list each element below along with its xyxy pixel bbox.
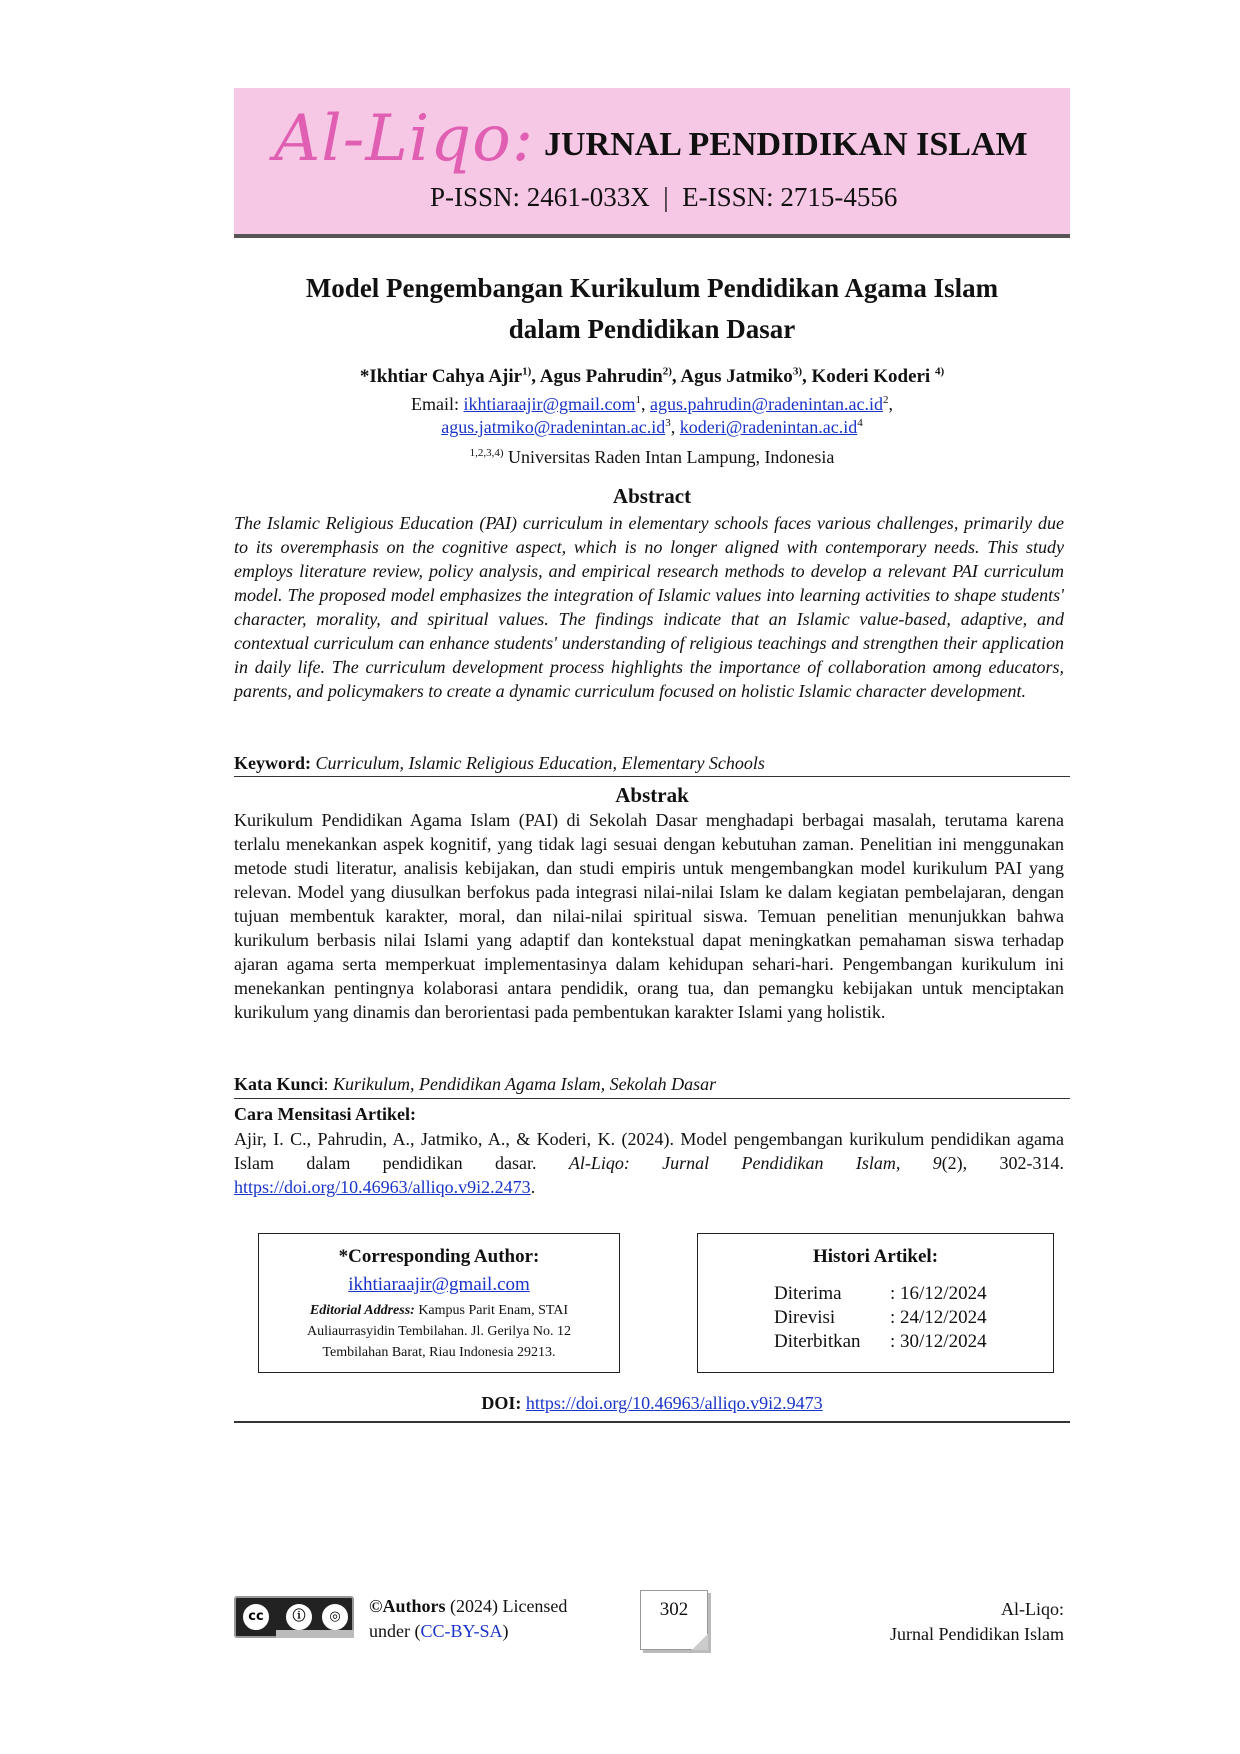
history-table [774,1282,987,1354]
history-value: : 24/12/2024 [890,1307,987,1328]
section-divider [234,776,1070,777]
history-row [774,1282,987,1306]
history-label: Diterima [774,1283,842,1304]
history-label: Direvisi [774,1307,836,1328]
article-history-box [697,1233,1054,1373]
affiliation-sup: 1,2,3,4) [469,447,504,459]
sa-icon: ◎ [320,1602,350,1632]
license-text [369,1594,567,1644]
corresponding-author-box [258,1233,620,1373]
footer-journal-line-2: Jurnal Pendidikan Islam [890,1624,1064,1644]
citation-main: Ajir, I. C., Pahrudin, A., Jatmiko, A., & Koderi, K. (2024). Model pengembangan kurikulum pendidikan agama Islam dalam pendidikan dasar. [234,1129,1064,1173]
citation-doi-link[interactable]: https://doi.org/10.46963/alliqo.v9i2.2473 [234,1177,531,1197]
abstrak-text: Kurikulum Pendidikan Agama Islam (PAI) di Sekolah Dasar menghadapi berbagai masalah, terutama karena terlalu menekankan aspek kognitif, yang tidak lagi sesuai dengan kebutuhan zaman. Penelitian ini menggunakan metode studi literatur, analisis kebijakan, dan studi empiris untuk mengembangkan model kurikulum PAI yang relevan. Model yang diusulkan berfokus pada integrasi nilai-nilai Islam ke dalam kegiatan pembelajaran, dengan tujuan membentuk karakter, moral, dan nilai-nilai spiritual siswa. Temuan penelitian menunjukkan bahwa kurikulum berbasis nilai Islami yang adaptif dan kontekstual dapat meningkatkan pemahaman siswa terhadap ajaran agama serta memperkuat implementasinya dalam kehidupan sehari-hari. Pengembangan kurikulum ini menekankan pentingnya kolaborasi antara pendidik, orang tua, dan pemangku kebijakan untuk menciptakan kurikulum yang dinamis dan berorientasi pada pembentukan karakter Islami yang holistik. [234,810,1064,1022]
section-divider [234,1098,1070,1099]
email-link-2[interactable]: agus.pahrudin@radenintan.ac.id [650,394,884,414]
email-link-4[interactable]: koderi@radenintan.ac.id [679,417,858,437]
license-link[interactable]: CC-BY-SA [420,1621,503,1641]
history-label: Diterbitkan [774,1331,861,1352]
email-link-3[interactable]: agus.jatmiko@radenintan.ac.id [441,417,666,437]
license-copyright: ©Authors [369,1596,446,1616]
abstract-keywords [234,751,1070,775]
footer-journal [840,1597,1064,1647]
affiliation [234,447,1070,468]
license-end: ) [502,1621,509,1641]
citation-heading: Cara Mensitasi Artikel: [234,1104,416,1124]
doi-divider [234,1421,1070,1423]
title-line-2: dalam Pendidikan Dasar [508,314,796,344]
page-number-value: 302 [659,1599,689,1620]
badge-label-strip [276,1630,354,1638]
email-sup: 2 [883,394,889,406]
email-label: Email: [410,394,464,414]
cc-icon: cc [241,1602,271,1632]
author-emails: Email: ikhtiaraajir@gmail.com$^1$, $agus.pahrudin@radenintan.ac.id^2$, $agus.jatmiko@radenintan.ac.id^3$, $koderi@radenintan.ac.id^4$ [410,394,894,437]
kata-kunci-sep: : [323,1074,334,1094]
citation-text [234,1127,1064,1199]
abstrak-heading: Abstrak [615,783,689,807]
email-sup: 1 [635,394,642,406]
journal-header [234,88,1070,238]
history-row [774,1306,987,1330]
email-link-1[interactable]: ikhtiaraajir@gmail.com [463,394,636,414]
license-under: under ( [369,1621,421,1641]
author-sup: 2) [662,365,672,378]
doi-link[interactable]: https://doi.org/10.46963/alliqo.v9i2.9473 [525,1393,823,1413]
author-sup: 3) [792,365,802,378]
email-sup: 3 [665,417,671,429]
article-doi [234,1393,1070,1414]
email-sup: 4 [857,417,863,429]
citation-end: . [530,1177,536,1197]
author-list: *Ikhtiar Cahya Ajir$^{1)}$, Agus Pahrudin$^{2)}$, Agus Jatmiko$^{3)}$, Koderi Koderi $^{4)}$ [359,365,945,387]
abstract-heading: Abstract [612,484,692,508]
article-title [234,268,1070,350]
author-name: *Ikhtiar Cahya Ajir [359,366,523,387]
editorial-address-text: Kampus Parit Enam, STAI Auliaurrasyidin Tembilahan. Jl. Gerilya No. 12 Tembilahan Barat, Riau Indonesia 29213. [307,1303,575,1360]
kata-kunci-label: Kata Kunci [234,1074,324,1094]
keyword-list: Curriculum, Islamic Religious Education, Elementary Schools [310,753,765,773]
history-heading: Histori Artikel: [812,1246,939,1267]
author-name: Agus Pahrudin [539,366,663,387]
page-fold-icon [692,1634,708,1650]
citation-issue: (2), 302-314. [941,1153,1065,1173]
editorial-address [281,1300,597,1363]
cc-license-badge[interactable] [234,1596,354,1638]
page-number [640,1590,708,1650]
footer-journal-line-1: Al-Liqo: [1001,1599,1064,1619]
author-sup: 4) [934,365,945,378]
corresponding-email-link[interactable]: ikhtiaraajir@gmail.com [348,1274,530,1295]
history-row [774,1330,987,1354]
corresponding-heading: *Corresponding Author: [338,1246,540,1267]
keyword-label: Keyword: [234,753,311,773]
journal-issn: P-ISSN: 2461-033X | E-ISSN: 2715-4556 [430,182,898,212]
kata-kunci-list: Kurikulum, Pendidikan Agama Islam, Sekolah Dasar [333,1074,717,1094]
editorial-address-label: Editorial Address: [309,1303,415,1318]
journal-brand: Al-Liqo: [274,102,535,176]
abstract-text: The Islamic Religious Education (PAI) curriculum in elementary schools faces various challenges, primarily due to its overemphasis on the cognitive aspect, which is no longer aligned with contemporary needs. This study employs literature review, policy analysis, and empirical research methods to develop a relevant PAI curriculum model. The proposed model emphasizes the integration of Islamic values into learning activities to shape students' character, morality, and spiritual values. The findings indicate that an Islamic value-based, adaptive, and contextual curriculum can enhance students' understanding of religious teachings and strengthen their application in daily life. The curriculum development process highlights the importance of collaboration among educators, parents, and policymakers to create a dynamic curriculum focused on holistic Islamic character development. [234,513,1064,701]
author-sup: 1) [522,365,532,378]
author-name: Agus Jatmiko [680,366,793,387]
affiliation-text: Universitas Raden Intan Lampung, Indonesia [503,447,835,467]
by-icon: ⓘ [284,1602,314,1632]
doi-label: DOI: [481,1393,522,1413]
abstrak-keywords [234,1072,1070,1096]
history-value: : 30/12/2024 [890,1331,987,1352]
author-name: Koderi Koderi [811,366,935,387]
license-year: (2024) Licensed [445,1596,568,1616]
history-value: : 16/12/2024 [890,1283,987,1304]
citation-journal: Al-Liqo: Jurnal Pendidikan Islam, 9 [568,1153,942,1173]
journal-name: JURNAL PENDIDIKAN ISLAM [544,126,1028,163]
title-line-1: Model Pengembangan Kurikulum Pendidikan Agama Islam [305,273,999,303]
